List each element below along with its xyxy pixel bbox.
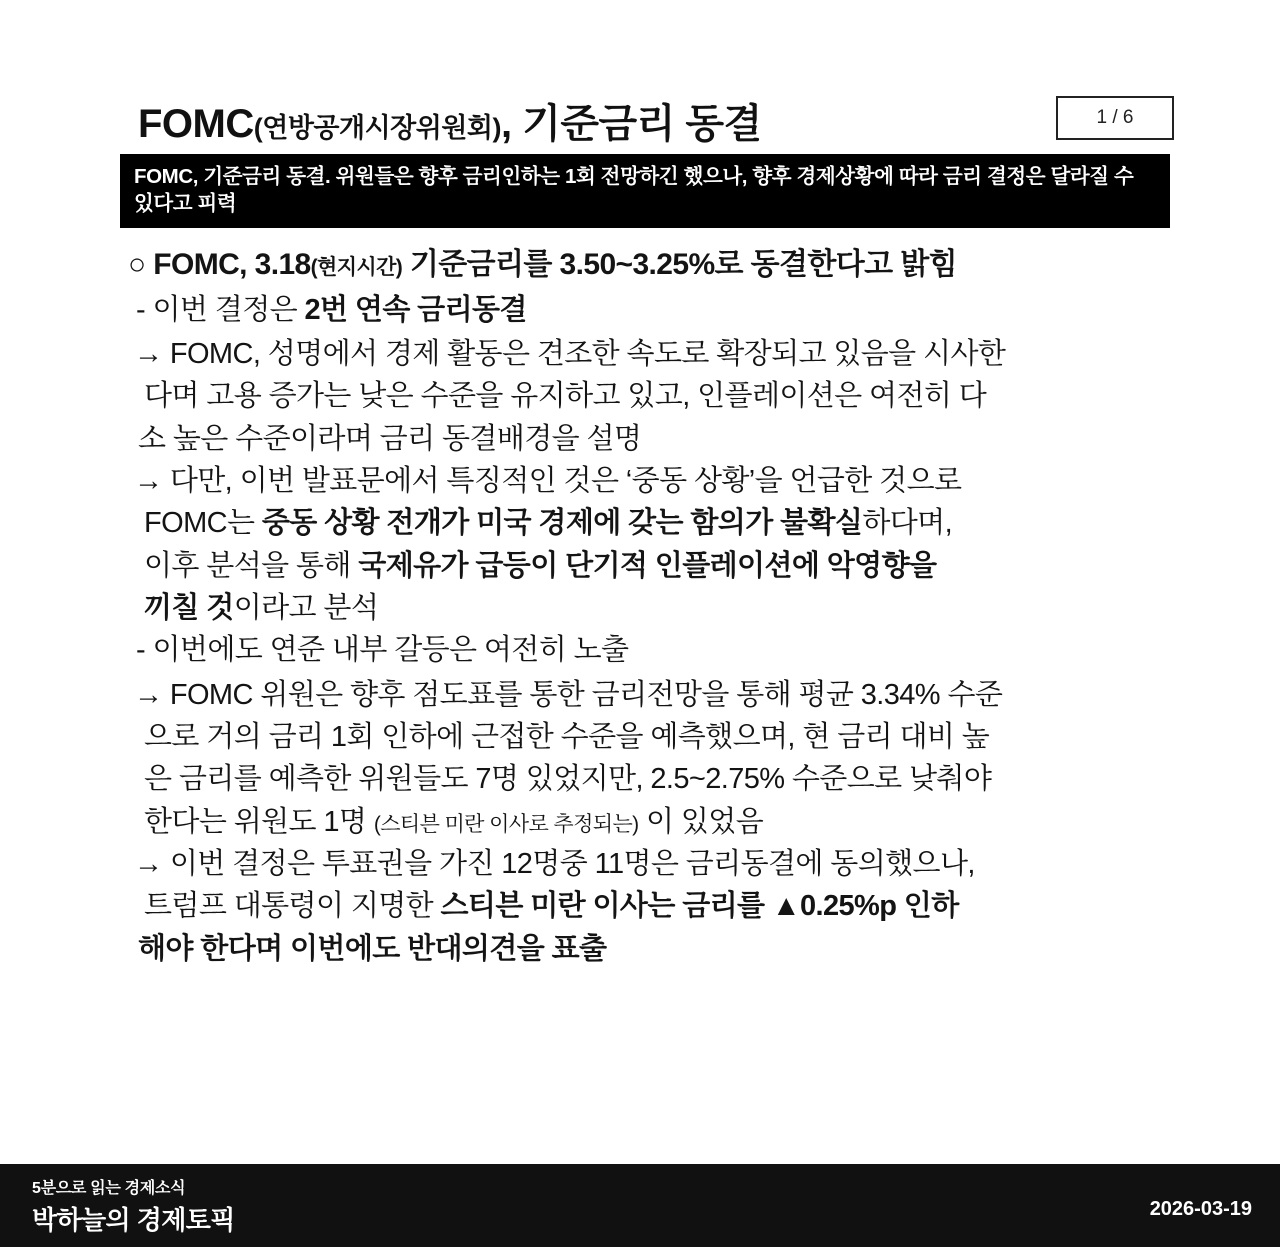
arrow-line-4-cont-2 (120, 928, 1190, 970)
arrow-line-2-d: 이후 분석을 통해 (144, 549, 359, 582)
arrow-line-3-note: (스티븐 미란 이사로 추정되는) (373, 812, 639, 836)
page-indicator: 1 / 6 (1056, 96, 1174, 140)
title-row (0, 92, 1280, 146)
bullet-main-note: (현지시간) (310, 256, 403, 279)
title-parenthetical: (연방공개시장위원회) (253, 113, 501, 143)
footer-tagline: 5분으로 읽는 경제소식 (32, 1180, 186, 1197)
arrow-line-4-b: 스티븐 미란 이사는 금리를 ▲0.25%p 인하 (440, 890, 959, 923)
bullet-main-text: ○ FOMC, 3.18 (128, 248, 311, 281)
arrow-line-4-c: 해야 한다며 이번에도 반대의견을 표출 (138, 932, 607, 965)
footer-brand: 박하늘의 경제토픽 (32, 1205, 235, 1235)
arrow-line-3-cont-1: 으로 거의 금리 1회 인하에 근접한 수준을 예측했으며, 현 금리 대비 높 (144, 721, 990, 754)
sub-bullet-1-b: 2번 연속 금리동결 (304, 293, 527, 326)
arrow-line-3-cont-2: 은 금리를 예측한 위원들도 7명 있었지만, 2.5~2.75% 수준으로 낮춰야 (144, 763, 992, 796)
arrow-line-2: → 다만, 이번 발표문에서 특징적인 것은 ‘중동 상황’을 언급한 것으로 (134, 465, 962, 498)
footer-bar (0, 1164, 1280, 1247)
arrow-line-2-f: 끼칠 것 (144, 592, 234, 625)
sub-bullet-1-a: - 이번 결정은 (136, 293, 305, 326)
bullet-main-rest: 기준금리를 3.50~3.25%로 동결한다고 밝힘 (402, 248, 958, 281)
arrow-line-3-b: 이 있었음 (638, 805, 764, 838)
bullet-main (120, 243, 1190, 287)
arrow-line-1-cont-1: 다며 고용 증가는 낮은 수준을 유지하고 있고, 인플레이션은 여전히 다 (144, 380, 987, 413)
arrow-line-1-cont-2: 소 높은 수준이라며 금리 동결배경을 설명 (138, 422, 642, 455)
arrow-line-3-cont-3 (120, 801, 1190, 843)
body-content (120, 243, 1190, 970)
arrow-line-2-a: FOMC는 (144, 507, 262, 540)
arrow-line-2-b: 중동 상황 전개가 미국 경제에 갖는 함의가 불확실 (261, 507, 863, 540)
arrow-line-2-cont-2 (120, 545, 1190, 587)
title-main: FOMC (138, 102, 254, 146)
arrow-line-4-a: 트럼프 대통령이 지명한 (144, 890, 441, 923)
arrow-line-4: → 이번 결정은 투표권을 가진 12명중 11명은 금리동결에 동의했으나, (134, 848, 975, 881)
summary-banner: FOMC, 기준금리 동결. 위원들은 향후 금리인하는 1회 전망하긴 했으나, 향후 경제상황에 따라 금리 결정은 달라질 수 있다고 피력 (120, 154, 1170, 228)
arrow-line-2-g: 이라고 분석 (233, 592, 379, 625)
sub-bullet-1 (120, 289, 1190, 331)
sub-bullet-2: - 이번에도 연준 내부 갈등은 여전히 노출 (136, 634, 629, 667)
arrow-line-1: → FOMC, 성명에서 경제 활동은 견조한 속도로 확장되고 있음을 시사한 (134, 338, 1006, 371)
arrow-line-2-c: 하다며, (862, 507, 953, 540)
arrow-line-2-cont-1 (120, 502, 1190, 544)
arrow-line-3-a: 한다는 위원도 1명 (144, 805, 374, 838)
arrow-line-4-cont-1 (120, 885, 1190, 927)
footer-date: 2026-03-19 (1149, 1198, 1252, 1220)
arrow-line-2-e: 국제유가 급등이 단기적 인플레이션에 악영향을 (358, 549, 937, 582)
page-title (138, 92, 762, 149)
title-rest: , 기준금리 동결 (501, 102, 762, 146)
arrow-line-2-cont-3 (120, 587, 1190, 629)
arrow-line-3: → FOMC 위원은 향후 점도표를 통한 금리전망을 통해 평균 3.34% 수준 (134, 678, 1003, 711)
